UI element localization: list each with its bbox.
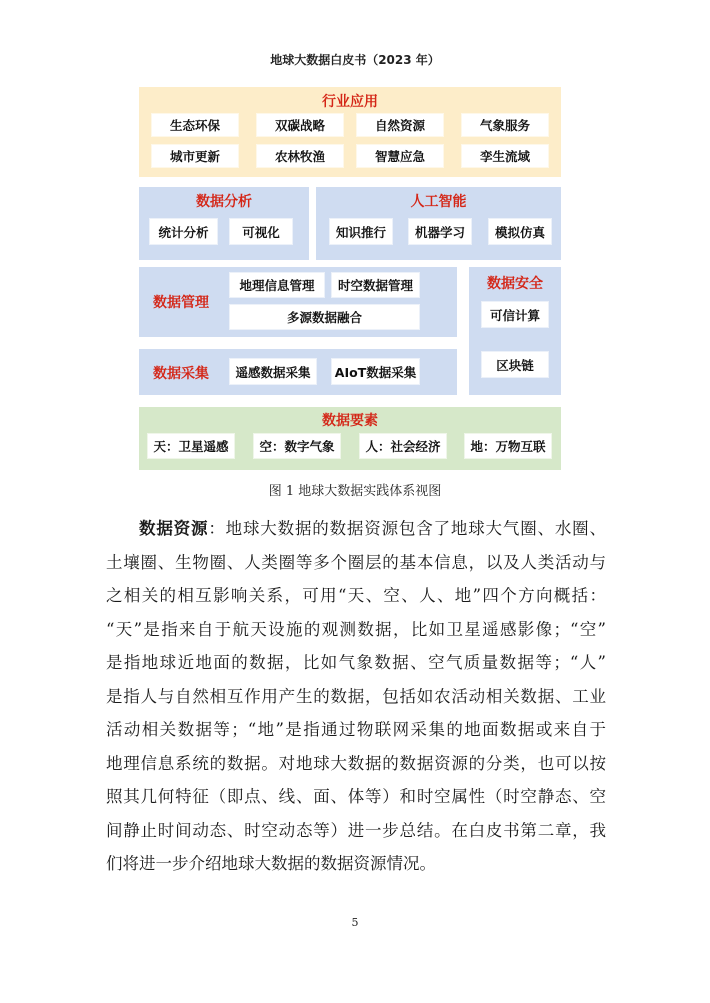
paragraph-line: 间静止时间动态、时空动态等）进一步总结。在白皮书第二章，我 [106,820,606,840]
industry-application-panel [139,87,561,177]
industry-item: 自然资源 [357,114,443,136]
element-item: 地：万物互联 [465,434,551,458]
management-item: 地理信息管理 [230,273,324,297]
element-item: 空：数字气象 [254,434,340,458]
data-management-panel [139,267,457,337]
paragraph-line: “天”是指来自于航天设施的观测数据，比如卫星遥感影像；“空” [106,619,606,639]
data-elements-panel [139,407,561,470]
security-item: 区块链 [482,352,548,377]
paragraph-line: 是指人与自然相互作用产生的数据，包括如农活动相关数据、工业 [106,686,606,706]
paragraph-line: 数据资源：地球大数据的数据资源包含了地球大气圈、水圈、 [139,519,607,538]
industry-application-title: 行业应用 [322,94,378,110]
data-analysis-title: 数据分析 [196,194,252,210]
industry-item: 生态环保 [152,114,238,136]
paragraph-term: 数据资源 [139,519,209,538]
page-header: 地球大数据白皮书（2023 年） [270,53,440,67]
collection-item: 遥感数据采集 [230,359,316,384]
collection-item: AIoT数据采集 [332,359,419,384]
paragraph-line: 地理信息系统的数据。对地球大数据的数据资源的分类，也可以按 [106,753,606,773]
figure-caption: 图 1 地球大数据实践体系视图 [268,484,442,499]
data-security-title: 数据安全 [487,276,543,292]
industry-item: 城市更新 [152,145,238,167]
data-security-panel [469,267,561,395]
industry-item: 孪生流域 [462,145,548,167]
element-item: 人：社会经济 [360,434,446,458]
artificial-intelligence-title: 人工智能 [410,194,467,210]
data-collection-title: 数据采集 [153,366,209,382]
data-elements-title: 数据要素 [322,413,378,429]
data-analysis-panel [139,187,309,260]
body-paragraph [106,512,606,881]
artificial-intelligence-panel [316,187,561,260]
element-item: 天：卫星遥感 [148,434,234,458]
industry-item: 农林牧渔 [257,145,343,167]
industry-item: 智慧应急 [357,145,443,167]
ai-item: 模拟仿真 [489,219,551,244]
paragraph-line: 是指地球近地面的数据，比如气象数据、空气质量数据等；“人” [106,653,606,672]
management-item: 时空数据管理 [332,273,419,297]
data-collection-panel [139,349,457,395]
security-item: 可信计算 [482,302,548,327]
industry-item: 气象服务 [462,114,548,136]
data-management-title: 数据管理 [153,295,209,311]
management-item: 多源数据融合 [230,305,419,329]
paragraph-line: 照其几何特征（即点、线、面、体等）和时空属性（时空静态、空 [106,787,606,806]
analysis-item: 统计分析 [150,219,217,244]
industry-item: 双碳战略 [257,114,343,136]
ai-item: 机器学习 [409,219,471,244]
analysis-item: 可视化 [230,219,292,244]
paragraph-line: 活动相关数据等；“地”是指通过物联网采集的地面数据或来自于 [106,720,606,739]
ai-item: 知识推行 [330,219,392,244]
paragraph-line: 土壤圈、生物圈、人类圈等多个圈层的基本信息，以及人类活动与 [106,552,606,572]
paragraph-line: 之相关的相互影响关系，可用“天、空、人、地”四个方向概括： [106,586,606,605]
page-number: 5 [351,916,359,929]
paragraph-line: 们将进一步介绍地球大数据的数据资源情况。 [106,854,436,873]
